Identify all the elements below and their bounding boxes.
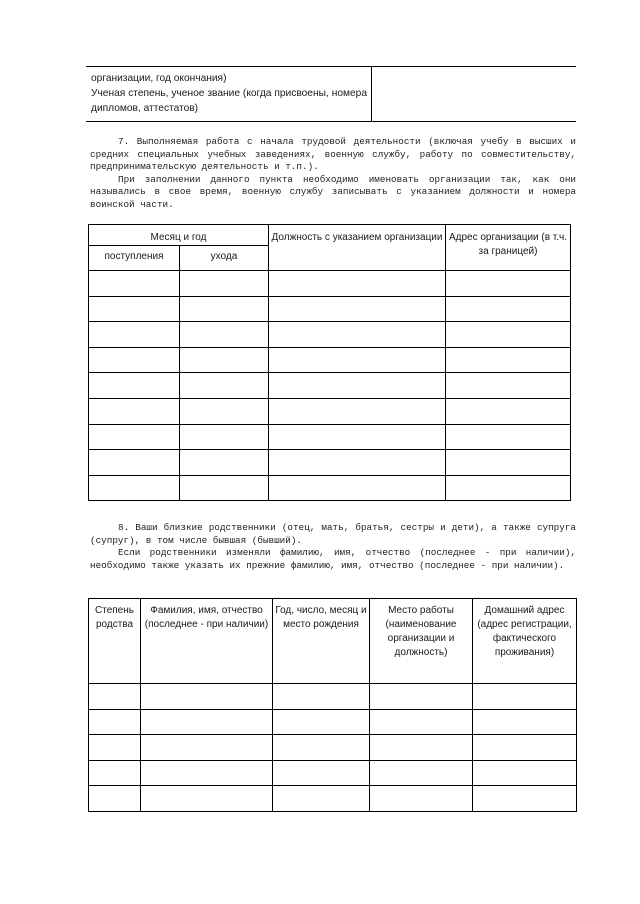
- education-value-cell[interactable]: [372, 67, 577, 122]
- work-table-row: [89, 347, 571, 373]
- work-table-row: [89, 424, 571, 450]
- relatives-table-row: [89, 786, 577, 812]
- education-label-cell: [86, 67, 372, 122]
- relatives-table-cell[interactable]: [141, 760, 273, 786]
- relatives-table-cell[interactable]: [89, 786, 141, 812]
- work-table-cell[interactable]: [180, 296, 269, 322]
- work-table-cell[interactable]: [180, 347, 269, 373]
- education-label-line1: организации, год окончания): [91, 73, 227, 84]
- work-table-row: [89, 373, 571, 399]
- work-table-cell[interactable]: [446, 271, 571, 297]
- relatives-table-cell[interactable]: [473, 735, 577, 761]
- relatives-table-header: [89, 599, 577, 684]
- work-table-cell[interactable]: [269, 347, 446, 373]
- relatives-table-cell[interactable]: [273, 786, 370, 812]
- degree-label: Ученая степень, ученое звание (когда присвоены, номера дипломов, аттестатов): [91, 88, 367, 114]
- work-table-cell[interactable]: [446, 296, 571, 322]
- relatives-table-cell[interactable]: [141, 735, 273, 761]
- work-table-cell[interactable]: [89, 373, 180, 399]
- relatives-table-cell[interactable]: [370, 735, 473, 761]
- header-workplace: Место работы (наименование организации и должность): [370, 599, 473, 684]
- work-table-cell[interactable]: [446, 322, 571, 348]
- work-table-cell[interactable]: [446, 373, 571, 399]
- work-table-row: [89, 398, 571, 424]
- relatives-table-cell[interactable]: [273, 709, 370, 735]
- header-full-name: Фамилия, имя, отчество (последнее - при наличии): [141, 599, 273, 684]
- work-table-cell[interactable]: [89, 322, 180, 348]
- work-table-body: [89, 271, 571, 501]
- work-table-cell[interactable]: [269, 271, 446, 297]
- work-table-row: [89, 322, 571, 348]
- work-table-cell[interactable]: [446, 398, 571, 424]
- relatives-table-cell[interactable]: [370, 684, 473, 710]
- header-home-address: Домашний адрес (адрес регистрации, фактического проживания): [473, 599, 577, 684]
- education-continuation-table: [86, 66, 576, 122]
- work-table-cell[interactable]: [180, 271, 269, 297]
- header-org-address: Адрес организации (в т.ч. за границей): [446, 225, 571, 271]
- relatives-table-cell[interactable]: [89, 735, 141, 761]
- relatives-table-cell[interactable]: [141, 709, 273, 735]
- work-table-cell[interactable]: [446, 347, 571, 373]
- work-table-row: [89, 271, 571, 297]
- work-table-cell[interactable]: [180, 322, 269, 348]
- relatives-table-row: [89, 709, 577, 735]
- work-table-cell[interactable]: [89, 450, 180, 476]
- work-table-header: [89, 225, 571, 246]
- relatives-table-cell[interactable]: [473, 786, 577, 812]
- work-table-row: [89, 475, 571, 501]
- section-8-paragraph-2: Если родственники изменяли фамилию, имя, отчество (последнее - при наличии), необходимо также указать их прежние фамилию, имя, отчество (последнее - при наличии).: [90, 547, 576, 571]
- work-table-cell[interactable]: [446, 450, 571, 476]
- relatives-table-cell[interactable]: [473, 684, 577, 710]
- work-table-cell[interactable]: [89, 398, 180, 424]
- work-table-cell[interactable]: [180, 373, 269, 399]
- work-table-cell[interactable]: [446, 475, 571, 501]
- header-birth-info: Год, число, месяц и место рождения: [273, 599, 370, 684]
- relatives-table-cell[interactable]: [473, 709, 577, 735]
- subheader-end: ухода: [180, 246, 269, 271]
- relatives-table-cell[interactable]: [89, 684, 141, 710]
- relatives-table-cell[interactable]: [370, 709, 473, 735]
- relatives-table-row: [89, 760, 577, 786]
- work-table-cell[interactable]: [269, 424, 446, 450]
- work-table-cell[interactable]: [89, 271, 180, 297]
- header-position: Должность с указанием организации: [269, 225, 446, 271]
- relatives-table-cell[interactable]: [141, 786, 273, 812]
- relatives-table-row: [89, 684, 577, 710]
- relatives-table-cell[interactable]: [273, 760, 370, 786]
- relatives-table-cell[interactable]: [89, 709, 141, 735]
- work-table-cell[interactable]: [180, 398, 269, 424]
- work-history-table: [88, 224, 571, 501]
- work-table-cell[interactable]: [269, 450, 446, 476]
- section-7-paragraph-2: При заполнении данного пункта необходимо именовать организации так, как они назывались в свое время, военную службу записывать с указанием должности и номера воинской части.: [90, 173, 576, 210]
- relatives-table-cell[interactable]: [370, 786, 473, 812]
- header-relation-degree: Степень родства: [89, 599, 141, 684]
- work-table-cell[interactable]: [269, 296, 446, 322]
- section-8-text: [90, 522, 576, 572]
- work-table-cell[interactable]: [89, 296, 180, 322]
- relatives-table-cell[interactable]: [89, 760, 141, 786]
- relatives-table-cell[interactable]: [273, 684, 370, 710]
- relatives-table-row: [89, 735, 577, 761]
- work-table-cell[interactable]: [269, 475, 446, 501]
- work-table-cell[interactable]: [180, 450, 269, 476]
- section-7-paragraph-1: 7. Выполняемая работа с начала трудовой деятельности (включая учебу в высших и средних специальных учебных заведениях, военную службу, работу по совместительству, предпринимательскую деятельность и т.п.).: [90, 136, 576, 173]
- relatives-table-cell[interactable]: [473, 760, 577, 786]
- relatives-table: [88, 598, 577, 812]
- work-table-row: [89, 450, 571, 476]
- relatives-table-cell[interactable]: [141, 684, 273, 710]
- work-table-cell[interactable]: [269, 398, 446, 424]
- work-table-cell[interactable]: [446, 424, 571, 450]
- subheader-start: поступления: [89, 246, 180, 271]
- work-table-cell[interactable]: [180, 475, 269, 501]
- header-month-year: Месяц и год: [89, 225, 269, 246]
- relatives-table-cell[interactable]: [370, 760, 473, 786]
- work-table-cell[interactable]: [269, 373, 446, 399]
- work-table-cell[interactable]: [89, 424, 180, 450]
- section-7-text: [90, 136, 576, 212]
- work-table-cell[interactable]: [89, 475, 180, 501]
- work-table-cell[interactable]: [269, 322, 446, 348]
- work-table-cell[interactable]: [89, 347, 180, 373]
- section-8-paragraph-1: 8. Ваши близкие родственники (отец, мать, братья, сестры и дети), а также супруга (супруг), в том числе бывшая (бывший).: [90, 522, 576, 546]
- relatives-table-body: [89, 684, 577, 812]
- work-table-cell[interactable]: [180, 424, 269, 450]
- relatives-table-cell[interactable]: [273, 735, 370, 761]
- work-table-row: [89, 296, 571, 322]
